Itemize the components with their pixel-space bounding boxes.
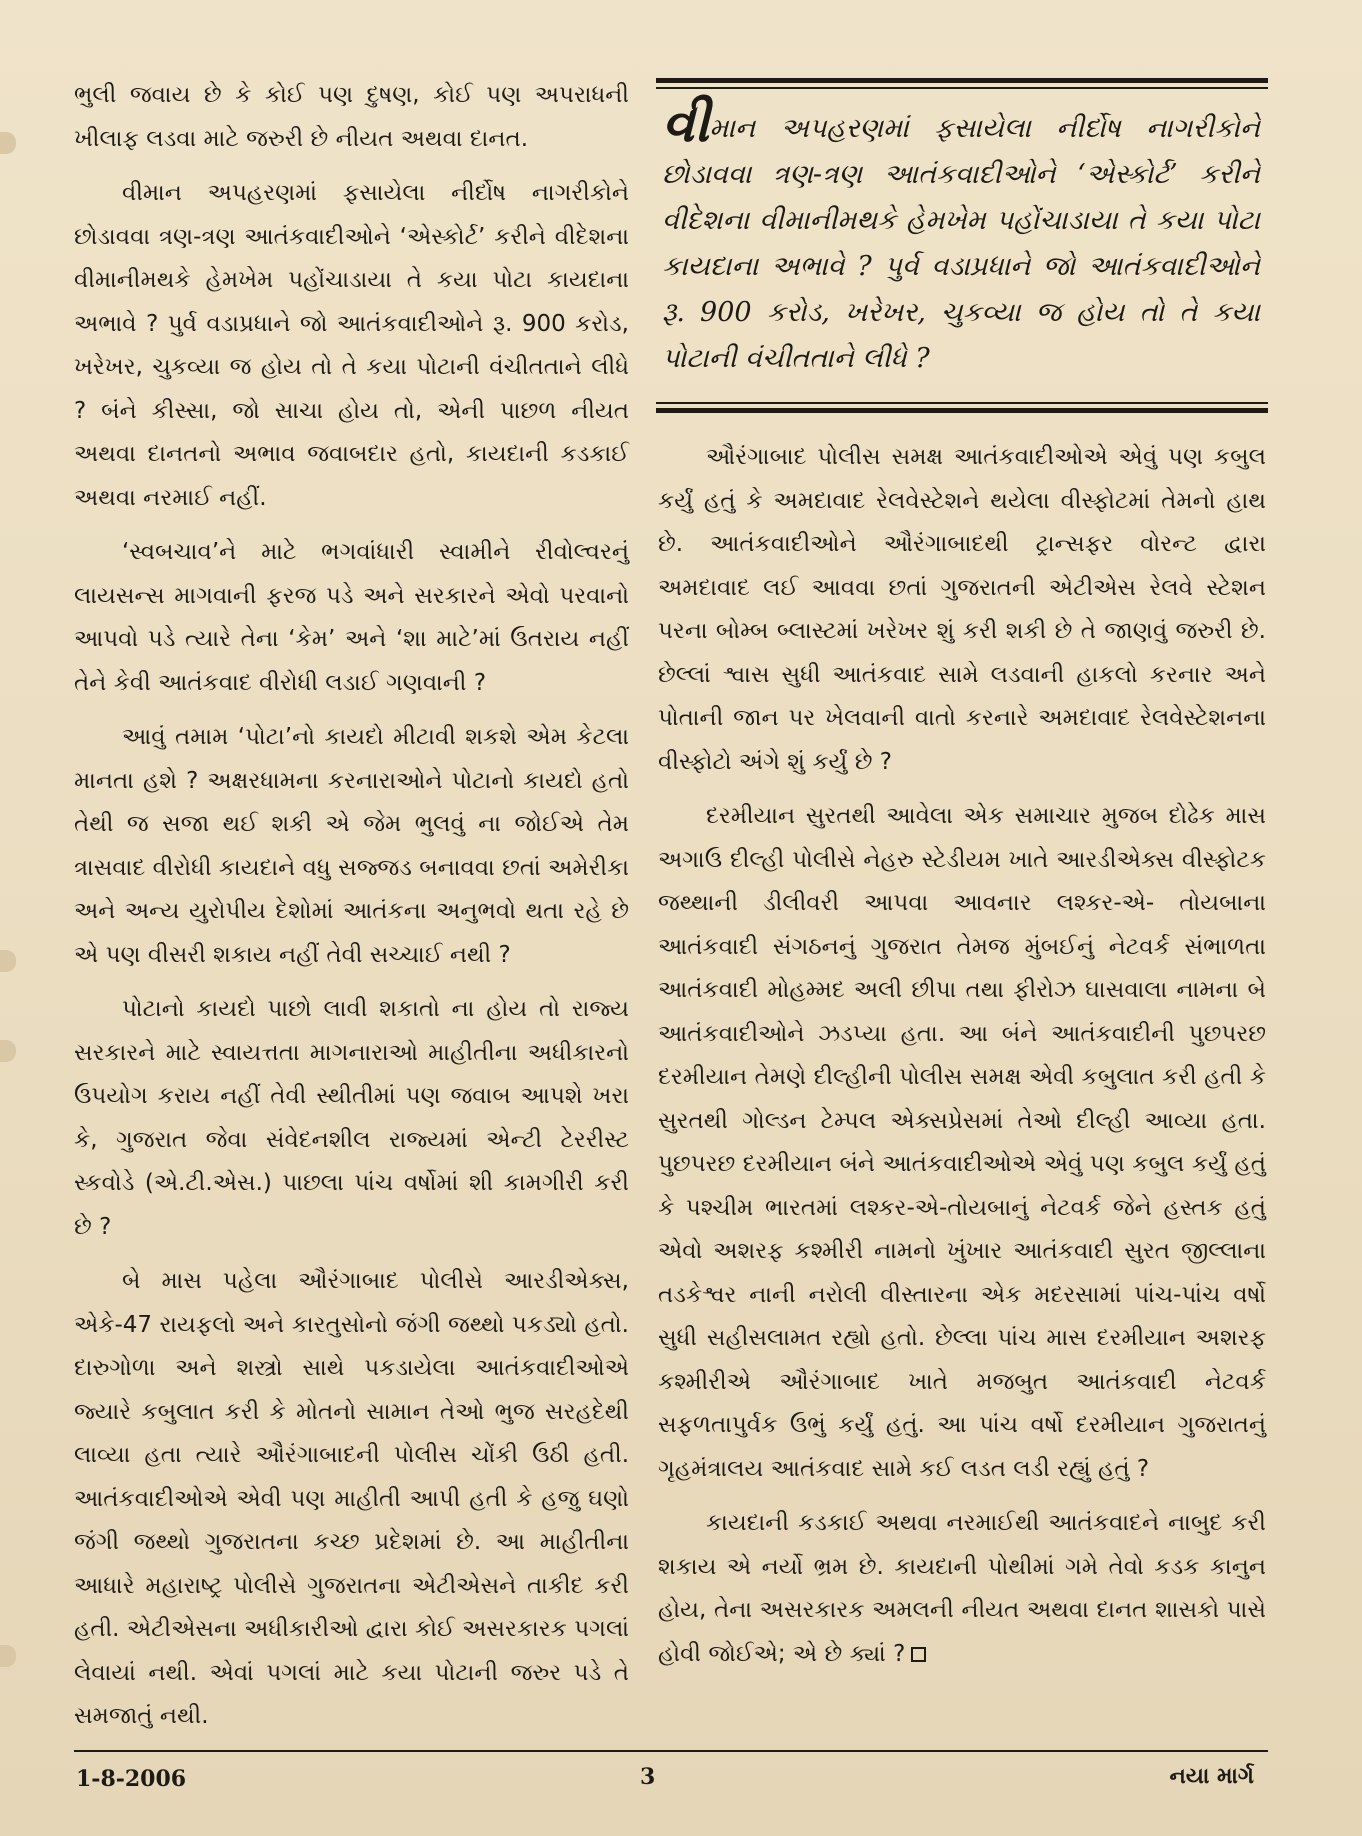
article-paragraph: પોટાનો કાયદો પાછો લાવી શકાતો ના હોય તો રાજ્ય સરકારને માટે સ્વાયત્તતા માગનારાઓ માહીતીના અધીકારનો ઉપયોગ કરાય નહીં તેવી સ્થીતીમાં પણ જવાબ આપશે ખરા કે, ગુજરાત જેવા સંવેદનશીલ રાજ્યમાં એન્ટી ટેરરીસ્ટ સ્કવોડે (એ.ટી.એસ.) પાછલા પાંચ વર્ષોમાં શી કામગીરી કરી છે ?: [74, 996, 629, 1240]
pull-quote: [656, 76, 1268, 416]
pull-quote-text: [662, 93, 1260, 382]
pull-quote-rule: [656, 87, 1268, 89]
pull-quote-rule: [656, 78, 1268, 83]
pull-quote-rule: [656, 408, 1268, 413]
issue-date: 1-8-2006: [76, 1766, 187, 1792]
article-paragraph: ‘સ્વબચાવ’ને માટે ભગવાંધારી સ્વામીને રીવોલ્વરનું લાયસન્સ માગવાની ફરજ પડે અને સરકારને એવો પરવાનો આપવો પડે ત્યારે તેના ‘કેમ’ અને ‘શા માટે’માં ઉતરાય નહીં તેને કેવી આતંકવાદ વીરોધી લડાઈ ગણવાની ?: [74, 539, 629, 696]
right-column: [658, 436, 1266, 1687]
binding-mark: [0, 1645, 16, 1667]
article-paragraph: બે માસ પહેલા ઔરંગાબાદ પોલીસે આરડીએક્સ, એકે-47 રાયફલો અને કારતુસોનો જંગી જથ્થો પકડ્યો હતો. દારુગોળા અને શસ્ત્રો સાથે પકડાયેલા આતંકવાદીઓએ જ્યારે કબુલાત કરી કે મોતનો સામાન તેઓ ભુજ સરહદેથી લાવ્યા હતા ત્યારે ઔરંગાબાદની પોલીસ ચોંકી ઉઠી હતી. આતંકવાદીઓએ એવી પણ માહીતી આપી હતી કે હજુ ઘણો જંગી જથ્થો ગુજરાતના કચ્છ પ્રદેશમાં છે. આ માહીતીના આધારે મહારાષ્ટ્ર પોલીસે ગુજરાતના એટીએસને તાકીદ કરી હતી. એટીએસના અધીકારીઓ દ્વારા કોઈ અસરકારક પગલાં લેવાયાં નથી. એવાં પગલાં માટે કયા પોટાની જરુર પડે તે સમજાતું નથી.: [74, 1268, 629, 1729]
left-column: [74, 74, 629, 1750]
magazine-name: નયા માર્ગ: [1169, 1764, 1254, 1789]
article-paragraph: ભુલી જવાય છે કે કોઈ પણ દુષણ, કોઈ પણ અપરાધની ખીલાફ લડવા માટે જરુરી છે નીયત અથવા દાનત.: [74, 82, 629, 152]
pull-quote-rule: [656, 402, 1268, 404]
binding-mark: [0, 132, 16, 154]
drop-cap: વી: [662, 93, 710, 154]
article-paragraph: ઔરંગાબાદ પોલીસ સમક્ષ આતંકવાદીઓએ એવું પણ કબુલ કર્યું હતું કે અમદાવાદ રેલવેસ્ટેશને થયેલા વીસ્ફોટમાં તેમનો હાથ છે. આતંકવાદીઓને ઔરંગાબાદથી ટ્રાન્સફર વોરન્ટ દ્વારા અમદાવાદ લઈ આવવા છતાં ગુજરાતની એટીએસ રેલવે સ્ટેશન પરના બોમ્બ બ્લાસ્ટમાં ખરેખર શું કરી શકી છે તે જાણવું જરુરી છે. છેલ્લાં શ્વાસ સુધી આતંકવાદ સામે લડવાની હાકલો કરનાર અને પોતાની જાન પર ખેલવાની વાતો કરનારે અમદાવાદ રેલવેસ્ટેશનના વીસ્ફોટો અંગે શું કર્યું છે ?: [658, 444, 1266, 775]
article-paragraph: વીમાન અપહરણમાં ફસાયેલા નીર્દોષ નાગરીકોને છોડાવવા ત્રણ-ત્રણ આતંકવાદીઓને ‘એસ્કોર્ટ’ કરીને વીદેશના વીમાનીમથકે હેમખેમ પહોંચાડાયા તે કયા પોટા કાયદાના અભાવે ? પુર્વ વડાપ્રધાને જો આતંકવાદીઓને રૂ. 900 કરોડ, ખરેખર, ચુકવ્યા જ હોય તો તે કયા પોટાની વંચીતતાને લીધે ? બંને કીસ્સા, જો સાચા હોય તો, એની પાછળ નીયત અથવા દાનતનો અભાવ જવાબદાર હતો, કાયદાની કડકાઈ અથવા નરમાઈ નહીં.: [74, 180, 629, 511]
article-paragraph: આવું તમામ ‘પોટા’નો કાયદો મીટાવી શકશે એમ કેટલા માનતા હશે ? અક્ષરધામના કરનારાઓને પોટાનો કાયદો હતો તેથી જ સજા થઈ શકી એ જેમ ભુલવું ના જોઈએ તેમ ત્રાસવાદ વીરોધી કાયદાને વધુ સજ્જડ બનાવવા છતાં અમેરીકા અને અન્ય યુરોપીય દેશોમાં આતંકના અનુભવો થતા રહે છે એ પણ વીસરી શકાય નહીં તેવી સચ્ચાઈ નથી ?: [74, 724, 629, 968]
binding-mark: [0, 1040, 16, 1062]
article-paragraph: [658, 1502, 1266, 1676]
pull-quote-body: માન અપહરણમાં ફસાયેલા નીર્દોષ નાગરીકોને છોડાવવા ત્રણ-ત્રણ આતંકવાદીઓને ‘એસ્કોર્ટ’ કરીને વીદેશના વીમાનીમથકે હેમખેમ પહોંચાડાયા તે કયા પોટા કાયદાના અભાવે ? પુર્વ વડાપ્રધાને જો આતંકવાદીઓને રૂ. 900 કરોડ, ખરેખર, ચુકવ્યા જ હોય તો તે કયા પોટાની વંચીતતાને લીધે ?: [662, 113, 1260, 374]
page-number: 3: [640, 1764, 656, 1790]
article-paragraph: દરમીયાન સુરતથી આવેલા એક સમાચાર મુજબ દોઢેક માસ અગાઉ દીલ્હી પોલીસે નેહરુ સ્ટેડીયમ ખાતે આરડીએક્સ વીસ્ફોટક જથ્થાની ડીલીવરી આપવા આવનાર લશ્કર-એ- તોયબાના આતંકવાદી સંગઠનનું ગુજરાત તેમજ મુંબઈનું નેટવર્ક સંભાળતા આતંકવાદી મોહમ્મદ અલી છીપા તથા ફીરોઝ ઘાસવાલા નામના બે આતંકવાદીઓને ઝડપ્યા હતા. આ બંને આતંકવાદીની પુછપરછ દરમીયાન તેમણે દીલ્હીની પોલીસ સમક્ષ એવી કબુલાત કરી હતી કે સુરતથી ગોલ્ડન ટેમ્પલ એક્સપ્રેસમાં તેઓ દીલ્હી આવ્યા હતા. પુછપરછ દરમીયાન બંને આતંકવાદીઓએ એવું પણ કબુલ કર્યું હતું કે પશ્ચીમ ભારતમાં લશ્કર-એ-તોયબાનું નેટવર્ક જેને હસ્તક હતું એવો અશરફ કશ્મીરી નામનો ખુંખાર આતંકવાદી સુરત જીલ્લાના તડકેશ્વર નાની નરોલી વીસ્તારના એક મદરસામાં પાંચ-પાંચ વર્ષો સુધી સહીસલામત રહ્યો હતો. છેલ્લા પાંચ માસ દરમીયાન અશરફ કશ્મીરીએ ઔરંગાબાદ ખાતે મજબુત આતંકવાદી નેટવર્ક સફળતાપુર્વક ઉભું કર્યું હતું. આ પાંચ વર્ષો દરમીયાન ગુજરાતનું ગૃહમંત્રાલય આતંકવાદ સામે કઈ લડત લડી રહ્યું હતું ?: [658, 803, 1266, 1482]
binding-mark: [0, 950, 16, 972]
closing-paragraph-text: કાયદાની કડકાઈ અથવા નરમાઈથી આતંકવાદને નાબુદ કરી શકાય એ નર્યો ભ્રમ છે. કાયદાની પોથીમાં ગમે તેવો કડક કાનુન હોય, તેના અસરકારક અમલની નીયત અથવા દાનત શાસકો પાસે હોવી જોઈએ; એ છે ક્યાં ?: [658, 1510, 1266, 1667]
end-of-article-icon: [911, 1647, 926, 1662]
footer-rule: [74, 1750, 1268, 1752]
